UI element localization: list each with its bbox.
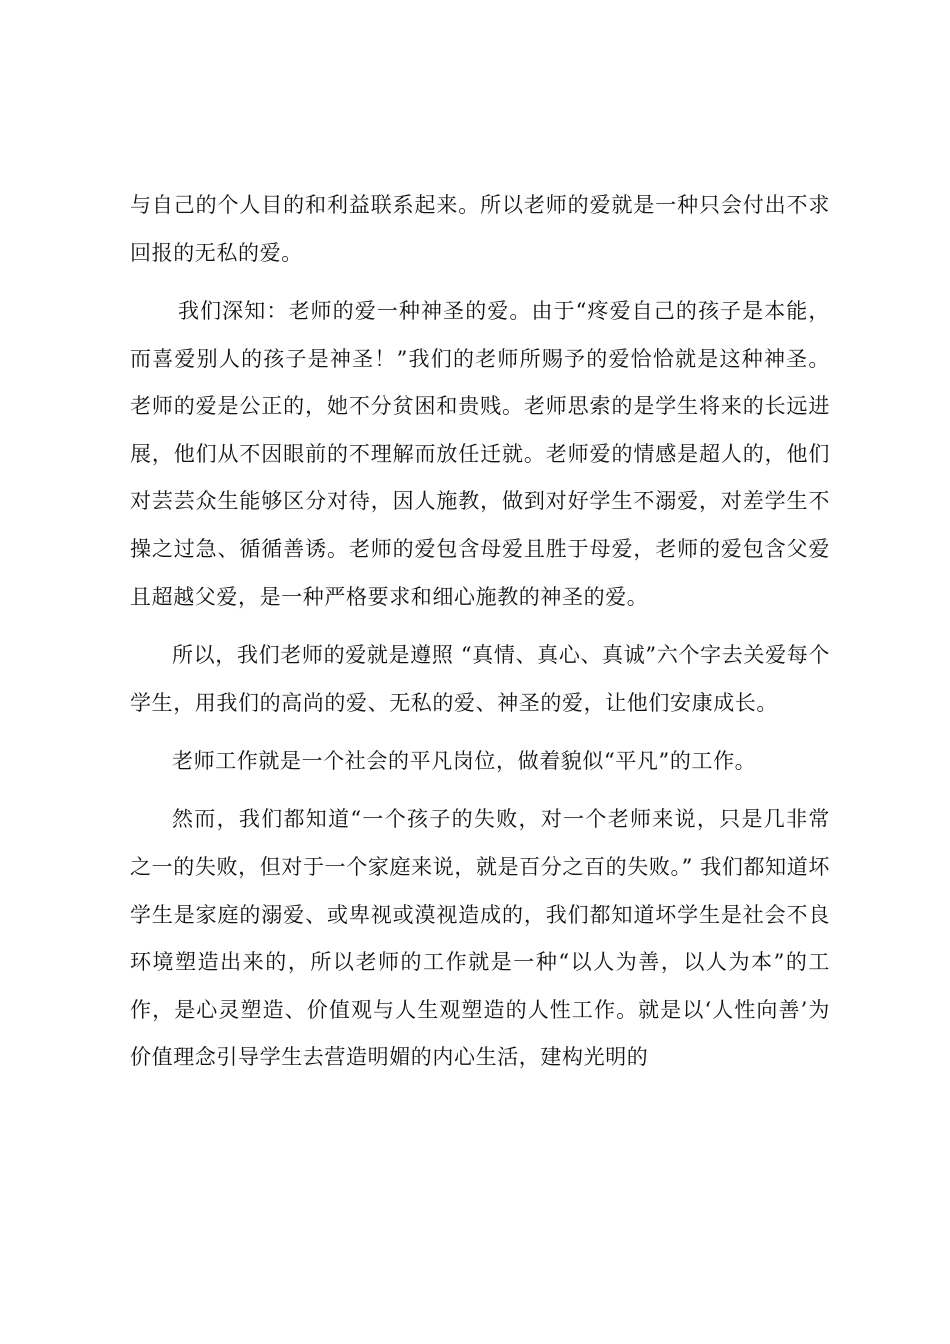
paragraph-1: 与自己的个人目的和利益联系起来。所以老师的爱就是一种只会付出不求回报的无私的爱。	[130, 193, 830, 265]
paragraph-4: 老师工作就是一个社会的平凡岗位，做着貌似“平凡”的工作。	[172, 748, 757, 773]
paragraph-3: 所以，我们老师的爱就是遵照 “真情、真心、真诚”六个字去关爱每个学生，用我们的高尚的爱、无私的爱、神圣的爱，让他们安康成长。	[130, 642, 830, 715]
paragraph-5: 然而，我们都知道“一个孩子的失败，对一个老师来说，只是几非常之一的失败，但对于一个家庭来说，就是百分之百的失败。” 我们都知道坏学生是家庭的溺爱、或卑视或漠视造成的，我们都知道坏学生是社会不良环境塑造出来的，所以老师的工作就是一种“以人为善，以人为本”的工作，是心灵塑造、价值观与人生观塑造的人性工作。就是以‘人性向善’为价值理念引导学生去营造明媚的内心生活，建构光明的	[130, 807, 830, 1070]
document-body	[130, 182, 830, 1093]
paragraph-2: 我们深知：老师的爱一种神圣的爱。由于“疼爱自己的孩子是本能，而喜爱别人的孩子是神圣！”我们的老师所赐予的爱恰恰就是这种神圣。老师的爱是公正的，她不分贫困和贵贱。老师思索的是学生将来的长远进展，他们从不因眼前的不理解而放任迁就。老师爱的情感是超人的，他们对芸芸众生能够区分对待，因人施教，做到对好学生不溺爱，对差学生不操之过急、循循善诱。老师的爱包含母爱且胜于母爱，老师的爱包含父爱且超越父爱，是一种严格要求和细心施教的神圣的爱。	[130, 298, 830, 609]
